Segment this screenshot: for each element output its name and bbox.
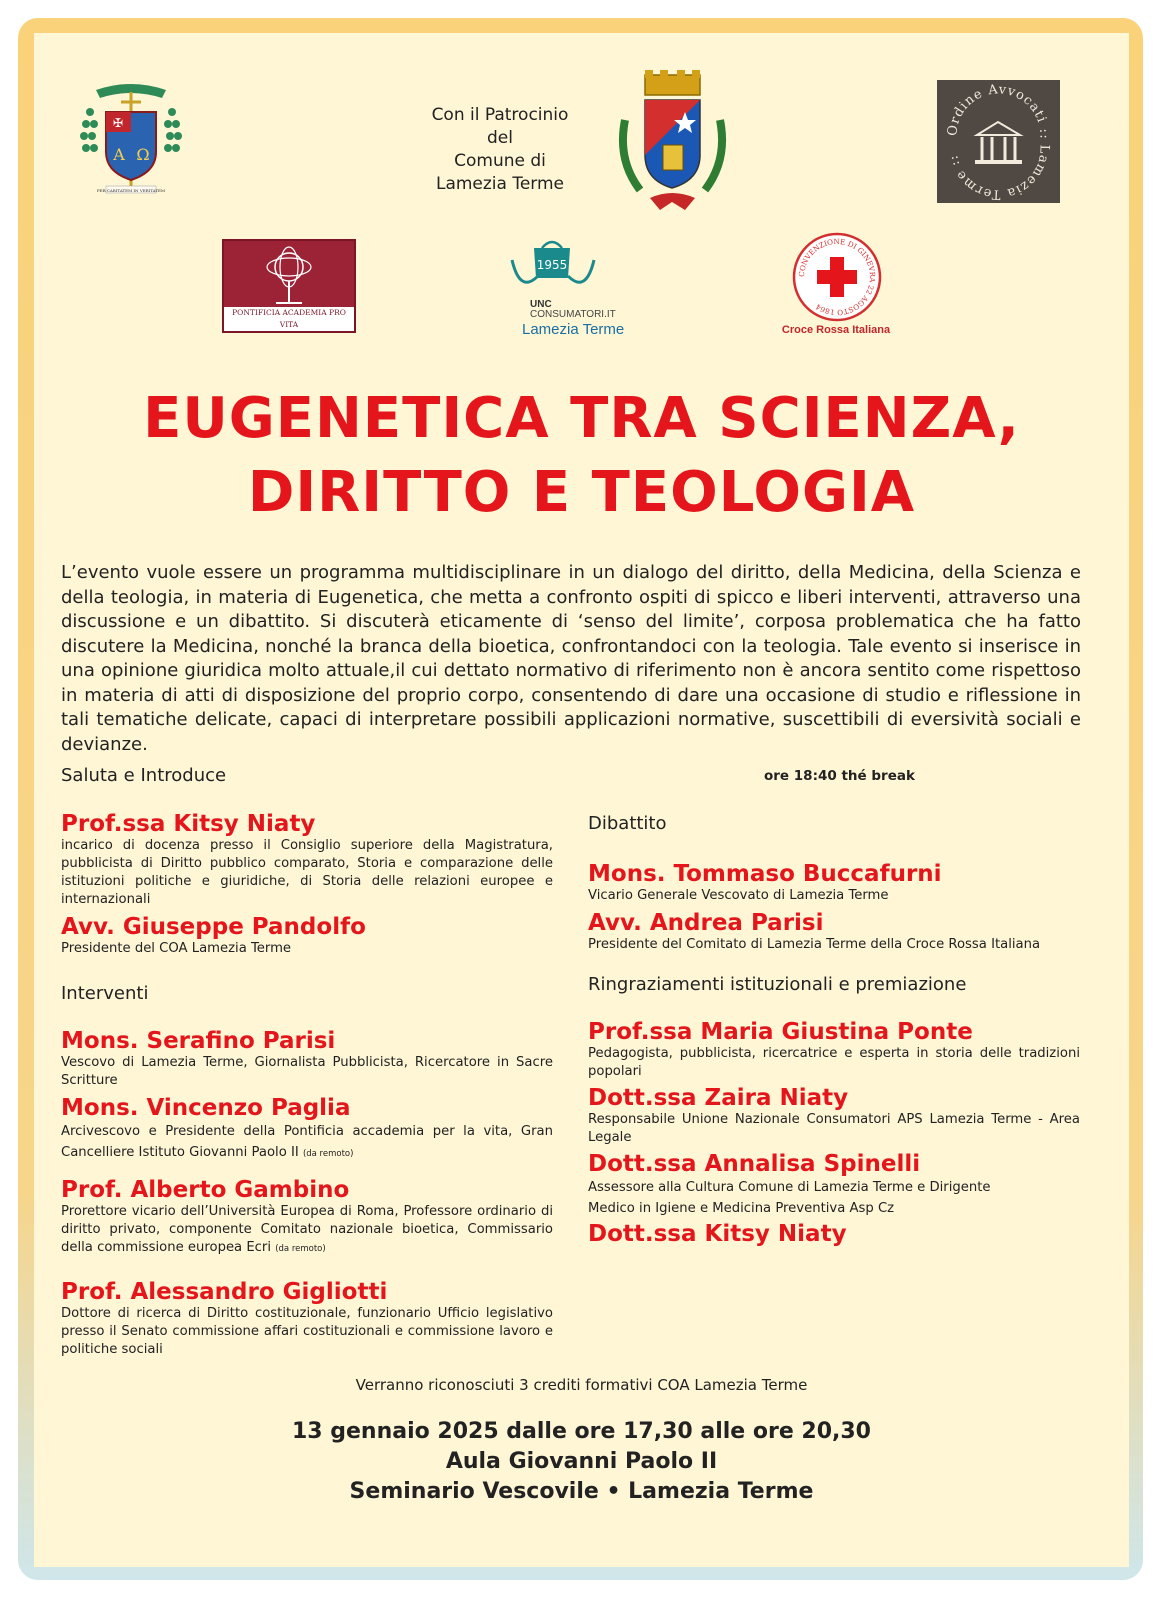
avvocati-ring-text: Ordine Avvocati :: Lamezia Terme :: — [945, 82, 1052, 202]
croce-rossa-label: Croce Rossa Italiana — [781, 324, 891, 336]
speaker-description-block — [61, 1121, 553, 1165]
speaker-name: Mons. Tommaso Buccafurni — [588, 861, 942, 887]
patronage-line: del — [487, 128, 513, 148]
croce-rossa-logo — [791, 231, 883, 323]
break-time: ore 18:40 thé break — [764, 768, 915, 784]
croce-ring-text: CONVENZIONE DI GINEVRA 22 AGOSTO 1864 — [796, 236, 878, 318]
bishop-motto-text: PER CARITATEM IN VERITATEM — [96, 188, 166, 193]
speaker-description: Vicario Generale Vescovato di Lamezia Terme — [588, 888, 889, 903]
patronage-line: Lamezia Terme — [435, 174, 565, 194]
speaker-description: Arcivescovo e Presidente della Pontificia accademia per la vita, Gran Cancelliere Istituto Giovanni Paolo II — [61, 1124, 553, 1160]
speaker-name: Dott.ssa Annalisa Spinelli — [588, 1151, 921, 1177]
speaker-name: Dott.ssa Zaira Niaty — [588, 1085, 849, 1111]
unc-label-line2: CONSUMATORI.IT — [530, 309, 616, 320]
speaker-description: Responsabile Unione Nazionale Consumatori APS Lamezia Terme - Area Legale — [588, 1112, 1080, 1145]
speaker-name: Mons. Vincenzo Paglia — [61, 1095, 351, 1121]
remote-note: (da remoto) — [275, 1244, 326, 1254]
credits-note: Verranno riconosciuti 3 crediti formativi COA Lamezia Terme — [355, 1376, 808, 1394]
event-date: 13 gennaio 2025 dalle ore 17,30 alle ore 20,30 — [291, 1419, 871, 1444]
event-room: Aula Giovanni Paolo II — [445, 1449, 718, 1474]
ordine-avvocati-logo — [937, 80, 1060, 203]
section-dibattito: Dibattito — [588, 813, 667, 834]
speaker-name: Prof. Alessandro Gigliotti — [61, 1279, 388, 1305]
speaker-name: Dott.ssa Kitsy Niaty — [588, 1221, 847, 1247]
speaker-description: incarico di docenza presso il Consiglio superiore della Magistratura, pubblicista di Diritto pubblico comparato, Storia e comparazione delle istituzioni politiche e giuridiche, di Storia delle relazioni europee e internazionali — [61, 838, 553, 907]
patronage-text — [395, 104, 605, 196]
speaker-description: Prorettore vicario dell’Università Europea di Roma, Professore ordinario di diritto privato, componente Comitato nazionale bioetica, Commissario della commissione europea Ecri — [61, 1204, 553, 1255]
speaker-name: Prof. Alberto Gambino — [61, 1177, 350, 1203]
patronage-line: Comune di — [454, 151, 546, 171]
unc-label-line3: Lamezia Terme — [522, 321, 625, 338]
svg-text:Α: Α — [113, 145, 125, 164]
pontificia-academia-logo — [222, 239, 356, 333]
academia-label: PONTIFICIA ACADEMIA PRO VITA — [224, 307, 354, 331]
speaker-description: Presidente del Comitato di Lamezia Terme della Croce Rossa Italiana — [588, 937, 1041, 952]
academia-emblem-icon — [224, 241, 354, 313]
event-title-line2: DIRITTO E TEOLOGIA — [247, 460, 916, 525]
section-interventi: Interventi — [61, 983, 149, 1004]
comune-coat-of-arms-logo — [615, 70, 730, 215]
speaker-description: Dottore di ricerca di Diritto costituzionale, funzionario Ufficio legislativo presso il Senato commissione affari costituzionali e commissione lavoro e politiche sociali — [61, 1306, 553, 1357]
unc-label-line1: UNC — [530, 299, 552, 310]
speaker-description: Pedagogista, pubblicista, ricercatrice e esperta in storia delle tradizioni popolari — [588, 1046, 1080, 1079]
speaker-description-block — [588, 1177, 1080, 1219]
intro-paragraph: L’evento vuole essere un programma multidisciplinare in un dialogo del diritto, della Medicina, della Scienza e della teologia, in materia di Eugenetica, che metta a confronto ospiti di spicco e liberi interventi, attraverso una discussione e un dibattito. Si discuterà eticamente di ‘senso del limite’, corposa problematica che ha fatto discutere la Medicina, nonché la branca della bioetica, confrontandoci con la teologia. Tale evento si inserisce in una opinione giuridica molto attuale,il cui dettato normativo di riferimento non è ancora sentito come rispettoso in materia di atti di disposizione del proprio corpo, consentendo di dare una occasione di studio e riflessione in tali tematiche delicate, capaci di interpretare possibili applicazioni normative, suscettibili di eversività sociali e devianze. — [61, 562, 1081, 755]
section-ringraziamenti: Ringraziamenti istituzionali e premiazione — [588, 974, 967, 995]
event-title-line1: EUGENETICA TRA SCIENZA, — [143, 386, 1020, 451]
speaker-name: Prof.ssa Kitsy Niaty — [61, 811, 316, 837]
speaker-name: Avv. Andrea Parisi — [588, 910, 824, 936]
bishop-coat-of-arms-logo — [76, 82, 186, 202]
speaker-description-block — [61, 1203, 553, 1258]
speaker-description: Assessore alla Cultura Comune di Lamezia Terme e Dirigente — [588, 1180, 991, 1195]
svg-text:✠: ✠ — [112, 116, 124, 130]
patronage-line: Con il Patrocinio — [431, 105, 569, 125]
remote-note: (da remoto) — [302, 1149, 354, 1159]
speaker-name: Mons. Serafino Parisi — [61, 1028, 336, 1054]
event-venue: Seminario Vescovile • Lamezia Terme — [349, 1479, 814, 1504]
speaker-name: Prof.ssa Maria Giustina Ponte — [588, 1019, 973, 1045]
unc-year-text: 1955 — [536, 258, 568, 272]
speaker-description: Presidente del COA Lamezia Terme — [61, 941, 292, 956]
section-saluta: Saluta e Introduce — [61, 765, 227, 786]
unc-logo — [508, 232, 598, 298]
speaker-name: Avv. Giuseppe Pandolfo — [61, 914, 366, 940]
speaker-description: Medico in Igiene e Medicina Preventiva Asp Cz — [588, 1201, 895, 1216]
svg-text:Ω: Ω — [136, 145, 150, 164]
speaker-description: Vescovo di Lamezia Terme, Giornalista Pubblicista, Ricercatore in Sacre Scritture — [61, 1055, 553, 1088]
